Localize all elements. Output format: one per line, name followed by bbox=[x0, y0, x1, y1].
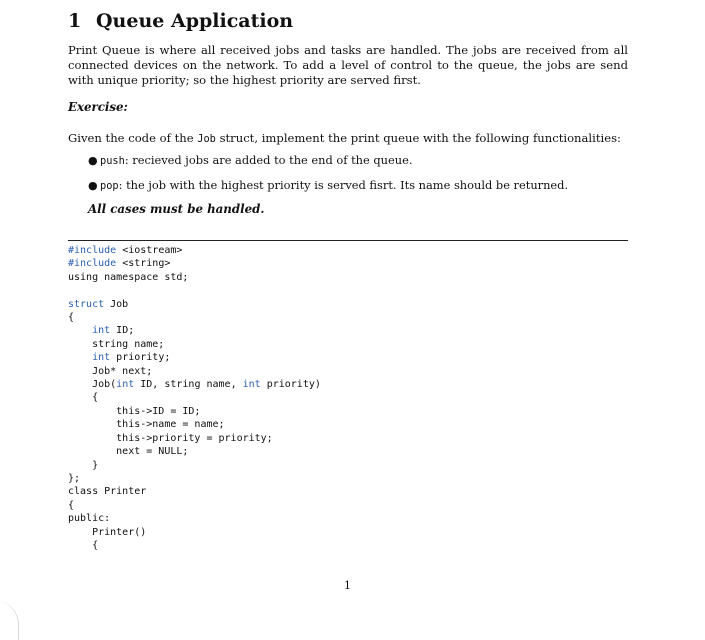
list-item-pop bbox=[88, 178, 568, 194]
all-cases-note: All cases must be handled. bbox=[88, 202, 265, 216]
code-line: public: bbox=[68, 513, 111, 525]
code-line: { bbox=[68, 392, 99, 404]
section-title bbox=[68, 10, 293, 32]
section-title-text: Queue Application bbox=[96, 10, 294, 32]
code-blank-line bbox=[68, 284, 321, 297]
pop-description: : the job with the highest priority is served fisrt. Its name should be returned. bbox=[118, 178, 569, 192]
code-line: next = NULL; bbox=[68, 446, 189, 458]
code-line: #include <iostream> bbox=[68, 245, 183, 256]
exercise-heading: Exercise: bbox=[68, 100, 128, 114]
pop-keyword: pop bbox=[100, 180, 119, 192]
code-line: using namespace std; bbox=[68, 271, 189, 283]
code-line: this->priority = priority; bbox=[68, 432, 273, 444]
code-line: this->ID = ID; bbox=[68, 405, 201, 417]
bullet-icon: ● bbox=[88, 154, 98, 167]
code-line: int priority; bbox=[92, 352, 171, 364]
page-corner-decoration bbox=[0, 600, 19, 640]
code-line: string name; bbox=[68, 338, 165, 350]
code-line: this->name = name; bbox=[68, 419, 225, 431]
code-line: Job(int ID, string name, int priority) bbox=[68, 379, 321, 391]
code-line: int ID; bbox=[92, 325, 135, 337]
push-keyword: push bbox=[100, 155, 125, 167]
code-line: } bbox=[68, 459, 99, 471]
code-line: { bbox=[68, 312, 75, 324]
code-line: class Printer bbox=[68, 486, 147, 498]
exercise-description bbox=[68, 131, 628, 147]
intro-paragraph: Print Queue is where all received jobs and tasks are handled. The jobs are received from all connected devices on the network. To add a level of control to the queue, the jobs are send with unique priority; so the highest priority are served first. bbox=[68, 43, 628, 87]
code-line: Printer() bbox=[68, 526, 147, 538]
section-number: 1 bbox=[68, 10, 82, 32]
given-text-start: Given the code of the bbox=[68, 131, 198, 145]
bullet-icon: ● bbox=[88, 179, 98, 192]
code-line: #include <string> bbox=[68, 258, 171, 270]
code-line: Job* next; bbox=[68, 365, 153, 377]
page-number: 1 bbox=[344, 579, 351, 592]
job-keyword: Job bbox=[197, 133, 216, 145]
code-line: struct Job bbox=[68, 298, 129, 310]
horizontal-rule bbox=[68, 240, 628, 241]
list-item-push bbox=[88, 153, 568, 169]
push-description: : recieved jobs are added to the end of the queue. bbox=[124, 153, 413, 167]
code-line: { bbox=[68, 499, 75, 511]
given-text-end: struct, implement the print queue with the following functionalities: bbox=[215, 131, 621, 145]
function-list bbox=[88, 153, 568, 203]
code-line: { bbox=[68, 539, 99, 551]
code-listing bbox=[68, 244, 321, 552]
code-line: }; bbox=[68, 472, 81, 484]
